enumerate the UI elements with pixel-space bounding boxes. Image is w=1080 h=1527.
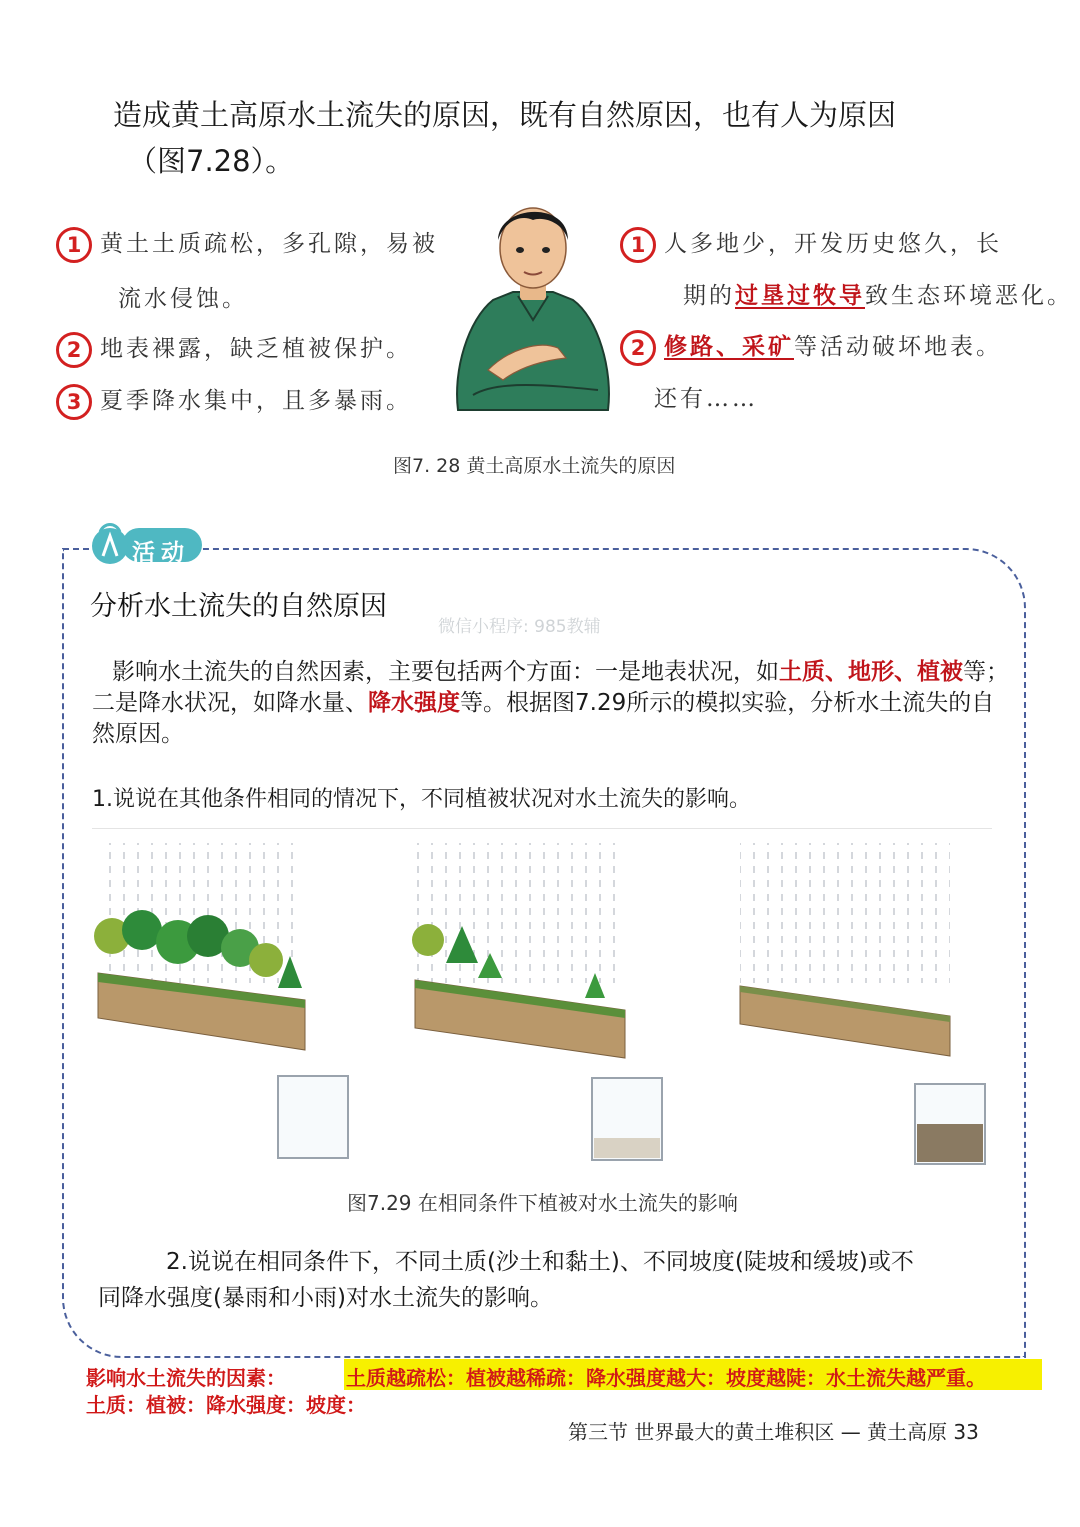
cause-text: 期的 (683, 283, 735, 309)
natural-cause-3 (56, 382, 412, 420)
panel-dense-vegetation (94, 843, 348, 1158)
factors-title: 影响水土流失的因素： (86, 1366, 286, 1390)
activity-paragraph (92, 657, 1012, 750)
human-cause-1 (620, 225, 1002, 263)
question-2-line-2: 同降水强度(暴雨和小雨)对水土流失的影响。 (98, 1285, 553, 1311)
figure-7-28-caption: 图7. 28 黄土高原水土流失的原因 (393, 455, 676, 477)
number-badge: 3 (56, 384, 92, 420)
cause-text: 致生态环境恶化。 (865, 283, 1073, 309)
intro-line-1: 造成黄土高原水土流失的原因，既有自然原因，也有人为原因 (113, 98, 897, 132)
number-badge: 2 (620, 330, 656, 366)
human-cause-3: 还有…… (654, 386, 758, 412)
activity-badge-label: 活动 (132, 540, 190, 566)
human-cause-2 (620, 328, 1002, 366)
question-1: 1.说说在其他条件相同的情况下，不同植被状况对水土流失的影响。 (92, 787, 751, 812)
para-red-text: 土质、地形、植被 (779, 659, 963, 685)
question-2-line-1: 2.说说在相同条件下，不同土质(沙土和黏土)、不同坡度(陡坡和缓坡)或不 (166, 1249, 914, 1275)
red-underlined-text: 过垦过牧导 (735, 282, 865, 309)
panel-sparse-vegetation (412, 843, 662, 1160)
natural-cause-2 (56, 330, 412, 368)
para-text: 等；二是降水状况，如降水量、 (92, 659, 1009, 716)
divider (92, 828, 992, 829)
figure-7-29-illustration (90, 838, 1010, 1168)
intro-line-2: （图7.28）。 (128, 144, 295, 178)
page-footer: 第三节 世界最大的黄土堆积区 — 黄土高原 33 (568, 1420, 979, 1444)
cause-text: 地表裸露，缺乏植被保护。 (100, 336, 412, 362)
human-cause-1-cont (683, 277, 1073, 310)
figure-7-29-caption: 图7.29 在相同条件下植被对水土流失的影响 (347, 1191, 738, 1215)
natural-cause-1-cont: 流水侵蚀。 (118, 286, 248, 312)
natural-cause-1 (56, 225, 438, 263)
number-badge: 1 (620, 227, 656, 263)
factors-list: 土质：植被：降水强度：坡度： (86, 1393, 366, 1417)
cause-text: 夏季降水集中，且多暴雨。 (100, 388, 412, 414)
cause-text: 等活动破坏地表。 (794, 334, 1002, 360)
man-illustration (448, 200, 618, 415)
cause-text: 人多地少，开发历史悠久，长 (664, 231, 1002, 257)
para-text: 等。根据图7.29所示的模拟实验，分析水土流失的自然原因。 (92, 690, 995, 747)
cause-text: 黄土土质疏松，多孔隙，易被 (100, 231, 438, 257)
watermark: 微信小程序: 985教辅 (438, 617, 601, 637)
activity-title: 分析水土流失的自然原因 (90, 591, 387, 622)
red-underlined-text: 修路、采矿 (664, 333, 794, 360)
panel-bare-soil (740, 843, 985, 1164)
number-badge: 2 (56, 332, 92, 368)
summary-text: 土质越疏松：植被越稀疏：降水强度越大：坡度越陡：水土流失越严重。 (346, 1366, 986, 1390)
question-2 (98, 1244, 998, 1316)
intro-text (113, 92, 993, 184)
para-red-text: 降水强度 (368, 690, 460, 716)
number-badge: 1 (56, 227, 92, 263)
para-text: 影响水土流失的自然因素，主要包括两个方面：一是地表状况，如 (112, 659, 779, 685)
